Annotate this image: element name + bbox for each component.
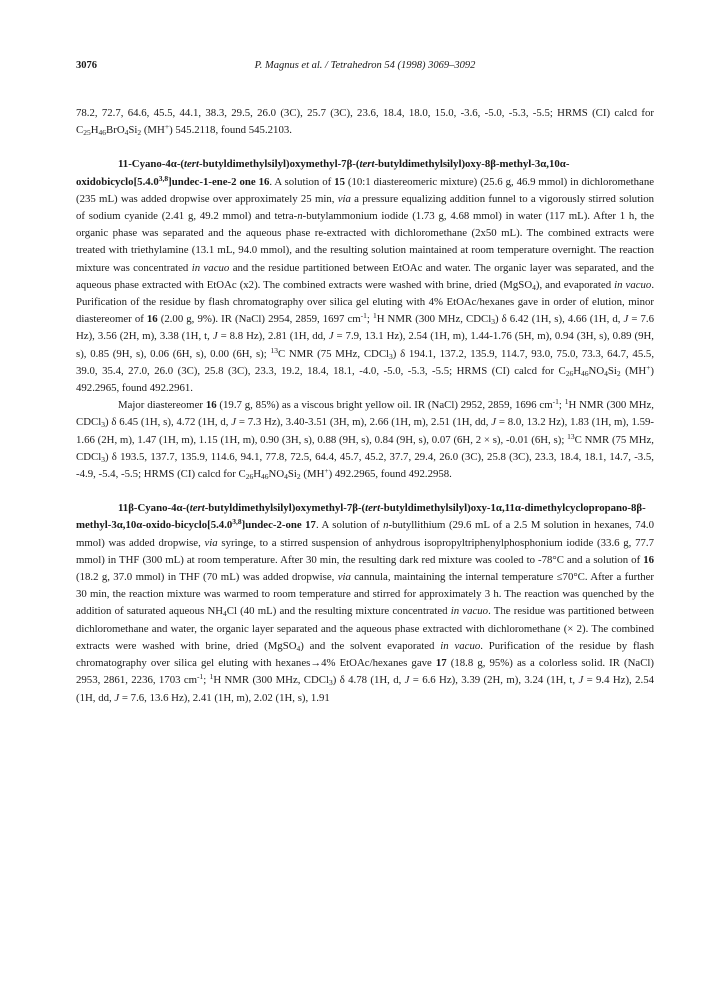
page-number: 3076 <box>76 60 97 71</box>
paragraph-major-diastereomer: Major diastereomer 16 (19.7 g, 85%) as a viscous bright yellow oil. IR (NaCl) 2952, 2859, 1696 $cm^{-1}$; $^1$H NMR (300 MHz, CDCl$_3$) δ 6.45 (1H, s), 4.72 (1H, d, J = 7.3 Hz), 3.40-3.51 (3H, m), 2.66 (1H, m), 2.51 (1H, dd, J = 8.0, 13.2 Hz), 1.83 (1H, m), 1.59-1.66 (2H, m), 1.47 (1H, m), 1.15 (1H, m), 0.90 (3H, s), 0.88 (9H, s), 0.84 (9H, s), 0.07 (6H, 2 × s), -0.01 (6H, s); $^{13}$C NMR (75 MHz, CDCl$_3$) δ 193.5, 137.7, 135.9, 114.6, 94.1, 77.8, 72.5, 64.4, 45.7, 45.2, 37.7, 29.4, 26.0 (3C), 25.8 (3C), 23.3, 18.4, 18.1, 14.7, -3.5, -4.9, -5.4, -5.5; HRMS (CI) calcd for $C_{26}H_{46}NO_4Si_2$ (MH+) 492.2965, found 492.2958. <box>76 397 654 482</box>
paragraph-compound-17: 11β-Cyano-4α-(tert-butyldimethylsilyl)oxymethyl-7β-(tert-butyldimethylsilyl)oxy-1α,11α-dimethylcyclopropano-8β-methyl-3α,10α-oxido-bicyclo[5.4.0$^{3,8}$]undec-2-one 17. A solution of n-butyllithium (29.6 mL of a 2.5 M solution in hexanes, 74.0 mmol) was added dropwise, via syringe, to a stirred suspension of anhydrous isopropyltriphenylphosphonium iodide (33.6 g, 77.7 mmol) in THF (300 mL) at room temperature. After 30 min, the resulting dark red mixture was cooled to -78°C and a solution of 16 (18.2 g, 37.0 mmol) in THF (70 mL) was added dropwise, via cannula, maintaining the internal temperature ≤70°C. After a further 30 min, the reaction mixture was warmed to room temperature and stirred for approximately 3 h. The reaction was quenched by the addition of saturated aqueous $NH_4Cl$ (40 mL) and the resulting mixture concentrated in vacuo. The residue was partitioned between dichloromethane and water, the organic layer separated and the aqueous phase extracted with dichloromethane (× 2). The combined extracts were washed with brine, dried (MgSO$_4$) and the solvent evaporated in vacuo. Purification of the residue by flash chromatography over silica gel eluting with hexanes→4% EtOAc/hexanes gave 17 (18.8 g, 95%) as a colorless solid. IR (NaCl) 2953, 2861, 2236, 1703 $cm^{-1}$; $^1$H NMR (300 MHz, CDCl$_3$) δ 4.78 (1H, d, J = 6.6 Hz), 3.39 (2H, m), 3.24 (1H, t, J = 9.4 Hz), 2.54 (1H, dd, J = 7.6, 13.6 Hz), 2.41 (1H, m), 2.02 (1H, s), 1.91 <box>76 502 654 704</box>
page-header <box>76 60 654 76</box>
article-body <box>76 105 654 707</box>
compound-17-title: 11β-Cyano-4α-(tert-butyldimethylsilyl)oxymethyl-7β-(tert-butyldimethylsilyl)oxy-1α,11α-dimethylcyclopropano-8β-methyl-3α,10α-oxido-bicyclo[5.4.0$^{3,8}$]undec-2-one 17 <box>76 502 646 532</box>
compound-16-title: 11-Cyano-4α-(tert-butyldimethylsilyl)oxymethyl-7β-(tert-butyldimethylsilyl)oxy-8β-methyl-3α,10α-oxidobicyclo[5.4.0$^{3,8}$]undec-1-ene-2 one 16 <box>76 158 570 188</box>
paragraph-compound-16: 11-Cyano-4α-(tert-butyldimethylsilyl)oxymethyl-7β-(tert-butyldimethylsilyl)oxy-8β-methyl-3α,10α-oxidobicyclo[5.4.0$^{3,8}$]undec-1-ene-2 one 16. A solution of 15 (10:1 diastereomeric mixture) (25.6 g, 46.9 mmol) in dichloromethane (235 mL) was added dropwise over approximately 25 min, via a pressure equalizing addition funnel to a vigorously stirred solution of sodium cyanide (2.41 g, 49.2 mmol) and tetra-n-butylammonium iodide (1.73 g, 4.68 mmol) in water (117 mL). After 1 h, the organic phase was separated and the aqueous phase re-extracted with dichloromethane (2x50 mL). The combined extracts were treated with triethylamine (13.1 mL, 94.0 mmol), and the resulting solution maintained at room temperature overnight. The reaction mixture was concentrated in vacuo and the residue partitioned between EtOAc and water. The organic layer was separated, and the aqueous phase extracted with EtOAc (x2). The combined extracts were washed with brine, dried (MgSO$_4$), and evaporated in vacuo. Purification of the residue by flash chromatography over silica gel eluting with 4% EtOAc/hexanes gave in order of elution, minor diastereomer of 16 (2.00 g, 9%). IR (NaCl) 2954, 2859, 1697 $cm^{-1}$; $^1$H NMR (300 MHz, CDCl$_3$) δ 6.42 (1H, s), 4.66 (1H, d, J = 7.6 Hz), 3.56 (2H, m), 3.38 (1H, t, J = 8.8 Hz), 2.81 (1H, dd, J = 7.9, 13.1 Hz), 2.54 (1H, m), 1.44-1.76 (5H, m), 0.94 (3H, s), 0.89 (9H, s), 0.85 (9H, s), 0.06 (6H, s), 0.00 (6H, s); $^{13}$C NMR (75 MHz, CDCl$_3$) δ 194.1, 137.2, 135.9, 114.7, 93.0, 75.0, 73.3, 64.7, 45.5, 39.0, 35.4, 27.0, 26.0 (3C), 25.8 (3C), 23.3, 19.2, 18.4, 18.1, -4.0, -5.0, -5.3, -5.5; HRMS (CI) calcd for $C_{26}H_{46}NO_4Si_2$ (MH+) 492.2965, found 492.2961. <box>76 158 655 395</box>
running-head: P. Magnus et al. / Tetrahedron 54 (1998) 3069–3092 <box>254 60 476 71</box>
paragraph-continued-data: 78.2, 72.7, 64.6, 45.5, 44.1, 38.3, 29.5, 26.0 (3C), 25.7 (3C), 23.6, 18.4, 18.0, 15.0, -3.6, -5.0, -5.3, -5.5; HRMS (CI) calcd for $C_{25}H_{46}BrO_4Si_2$ (MH+) 545.2118, found 545.2103. <box>76 107 654 138</box>
